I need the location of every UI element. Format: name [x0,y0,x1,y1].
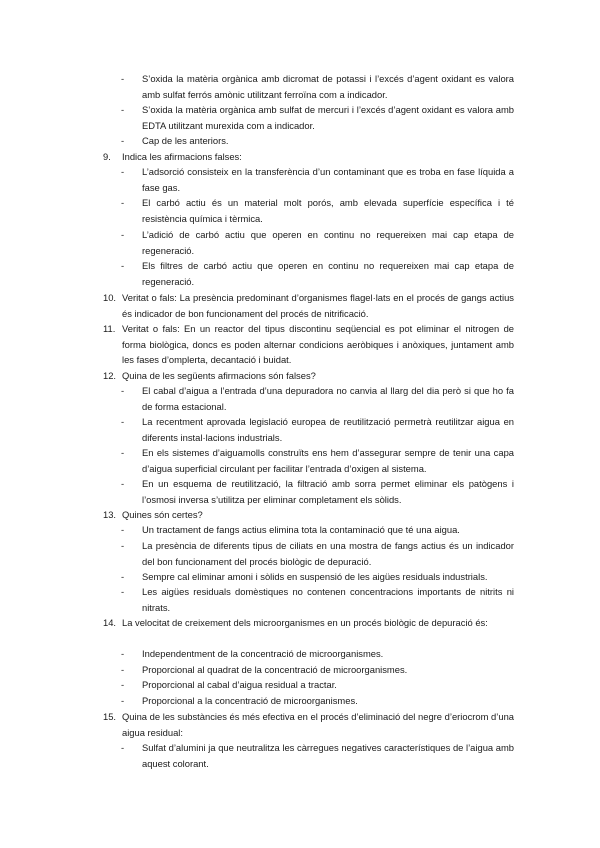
question-9 [103,149,514,165]
answer-text: L’adició de carbó actiu que operen en continu no requereixen mai cap etapa de regeneració. [142,229,514,256]
answer-text: El carbó actiu és un material molt porós, amb elevada superfície específica i té resistència química i tèrmica. [142,197,514,224]
answer-option: - Les aigües residuals domèstiques no contenen concentracions importants de nitrits ni nitrats. [121,586,514,613]
answer-text: Proporcional a la concentració de microorganismes. [142,695,358,706]
question-number: 13. [103,509,117,520]
answer-text: L’adsorció consisteix en la transferència d’un contaminant que es troba en fase líquida a fase gas. [142,166,514,193]
answer-text: La recentment aprovada legislació europea de reutilització permetrà reutilitzar aigua en diferents instal·lacions industrials. [142,416,514,443]
answer-text: Sulfat d’alumini ja que neutralitza les càrregues negatives característiques de l’aigua amb aquest colorant. [142,742,514,769]
answer-option: - Proporcional al quadrat de la concentració de microorganismes. [121,664,408,675]
answer-text: Sempre cal eliminar amoni i sòlids en suspensió de les aigües residuals industrials. [142,571,488,582]
question-text: Indica les afirmacions falses: [122,151,242,162]
question-15 [103,709,514,740]
question-12 [103,368,514,384]
question-text: Veritat o fals: La presència predominant d’organismes flagel·lats en el procés de gangs actius és indicador de bon funcionament del procés de nitrificació. [122,292,514,319]
answer-text: El cabal d’aigua a l’entrada d’una depuradora no canvia al llarg del dia però si que ho fa de forma estacional. [142,385,514,412]
answer-option: - En un esquema de reutilització, la filtració amb sorra permet eliminar els patògens i l’osmosi inversa s’utilitza per eliminar completament els sòlids. [121,478,514,505]
answer-option: - L’adició de carbó actiu que operen en continu no requereixen mai cap etapa de regeneració. [121,229,514,256]
question-text: Quina de les següents afirmacions són falses? [122,370,316,381]
answer-text: Els filtres de carbó actiu que operen en continu no requereixen mai cap etapa de regeneració. [142,260,514,287]
answer-option: - Independentment de la concentració de microorganismes. [121,648,384,659]
answer-option: - Proporcional al cabal d’aigua residual a tractar. [121,679,337,690]
question-number: 11. [103,323,116,334]
answer-text: Les aigües residuals domèstiques no contenen concentracions importants de nitrits ni nitrats. [142,586,514,613]
answer-text: S’oxida la matèria orgànica amb sulfat de mercuri i l’excés d’agent oxidant es valora amb EDTA utilitzant murexida com a indicador. [142,104,514,131]
question-13 [103,507,514,523]
question-text: La velocitat de creixement dels microorganismes en un procés biològic de depuració és: [122,617,488,628]
answer-option: - L’adsorció consisteix en la transferència d’un contaminant que es troba en fase líquida a fase gas. [121,166,514,193]
answer-text: Cap de les anteriors. [142,135,229,146]
answer-option: - En els sistemes d’aiguamolls construïts ens hem d’assegurar sempre de tenir una capa d’aigua superficial circulant per facilitar l’entrada d’oxigen al sistema. [121,447,514,474]
answer-text: Un tractament de fangs actius elimina tota la contaminació que té una aigua. [142,524,460,535]
question-text: Quines són certes? [122,509,203,520]
question-11 [103,321,514,368]
answer-option: - S’oxida la matèria orgànica amb dicromat de potassi i l’excés d’agent oxidant es valora amb sulfat ferrós amònic utilitzant ferroïna com a indicador. [121,73,514,100]
answer-option: - El carbó actiu és un material molt porós, amb elevada superfície específica i té resistència química i tèrmica. [121,197,514,224]
answer-text: Independentment de la concentració de microorganismes. [142,648,384,659]
answer-text: En un esquema de reutilització, la filtració amb sorra permet eliminar els patògens i l’osmosi inversa s’utilitza per eliminar completament els sòlids. [142,478,514,505]
question-number: 10. [103,292,117,303]
answer-text: En els sistemes d’aiguamolls construïts ens hem d’assegurar sempre de tenir una capa d’aigua superficial circulant per facilitar l’entrada d’oxigen al sistema. [142,447,514,474]
answer-option: - Un tractament de fangs actius elimina tota la contaminació que té una aigua. [121,524,460,535]
question-number: 12. [103,370,117,381]
answer-option: - La recentment aprovada legislació europea de reutilització permetrà reutilitzar aigua en diferents instal·lacions industrials. [121,416,514,443]
answer-option: - Sempre cal eliminar amoni i sòlids en suspensió de les aigües residuals industrials. [121,571,488,582]
answer-option: - Proporcional a la concentració de microorganismes. [121,695,358,706]
question-number: 15. [103,711,117,722]
question-text: Veritat o fals: En un reactor del tipus discontinu seqüencial es pot eliminar el nitrogen de forma biològica, doncs es poden alternar condicions aeròbiques i anòxiques, juntament amb les fases d’omplerta, decantació i buidat. [122,323,514,366]
answer-option: - S’oxida la matèria orgànica amb sulfat de mercuri i l’excés d’agent oxidant es valora amb EDTA utilitzant murexida com a indicador. [121,104,514,131]
answer-text: Proporcional al cabal d’aigua residual a tractar. [142,679,337,690]
answer-option: - La presència de diferents tipus de ciliats en una mostra de fangs actius és un indicador del bon funcionament del procés biològic de depuració. [121,540,514,567]
question-number: 9. [103,151,111,162]
answer-option: - Cap de les anteriors. [121,135,229,146]
answer-option: - Els filtres de carbó actiu que operen en continu no requereixen mai cap etapa de regeneració. [121,260,514,287]
answer-option: - El cabal d’aigua a l’entrada d’una depuradora no canvia al llarg del dia però si que ho fa de forma estacional. [121,385,514,412]
question-number: 14. [103,617,117,628]
answer-text: S’oxida la matèria orgànica amb dicromat de potassi i l’excés d’agent oxidant es valora amb sulfat ferrós amònic utilitzant ferroïna com a indicador. [142,73,514,100]
question-14 [103,615,514,631]
answer-text: La presència de diferents tipus de ciliats en una mostra de fangs actius és un indicador del bon funcionament del procés biològic de depuració. [142,540,514,567]
question-10 [103,290,514,321]
question-text: Quina de les substàncies és més efectiva en el procés d’eliminació del negre d’eriocrom d’una aigua residual: [122,711,514,738]
answer-text: Proporcional al quadrat de la concentració de microorganismes. [142,664,408,675]
answer-option: - Sulfat d’alumini ja que neutralitza les càrregues negatives característiques de l’aigua amb aquest colorant. [121,742,514,769]
